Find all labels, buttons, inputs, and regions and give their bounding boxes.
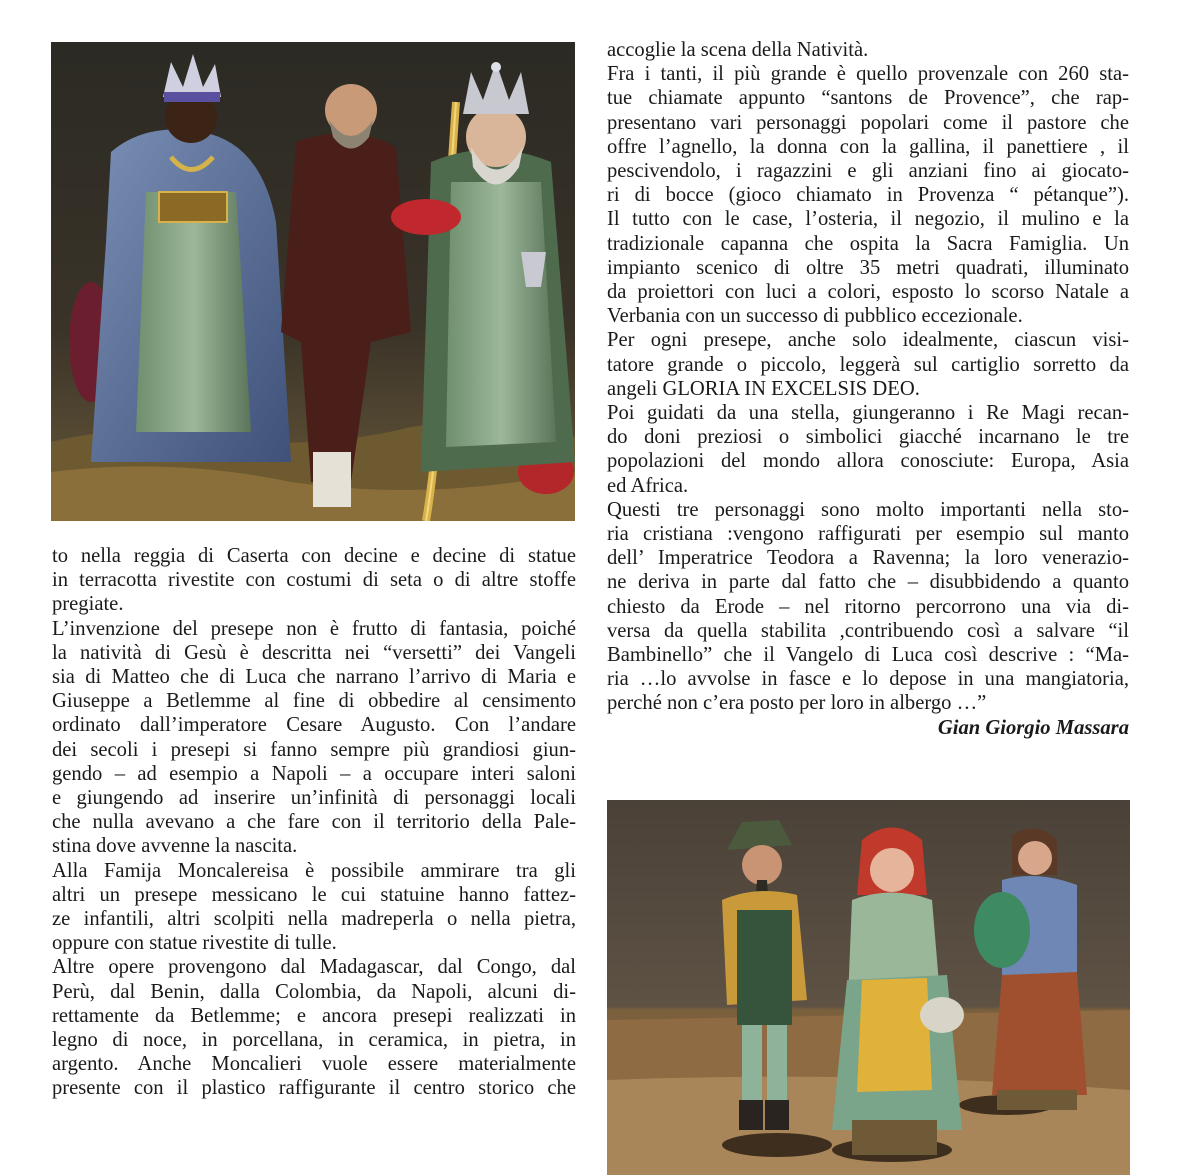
magi-nativity-photo — [51, 42, 575, 521]
text-line: impianto scenico di oltre 35 metri quadrati, illuminato — [607, 256, 1129, 279]
paragraph — [607, 498, 1129, 716]
text-line: rettamente da Betlemme; e ancora presepi realizzati in — [52, 1004, 576, 1027]
text-line: chiesto da Erode – nel ritorno percorrono una via di- — [607, 595, 1129, 618]
text-line: tue chiamate appunto “santons de Provence”, che rap- — [607, 87, 1129, 110]
text-line: sia di Matteo che di Luca che narrano l’arrivo di Maria e — [52, 666, 576, 689]
text-line: argento. Anche Moncalieri vuole essere materialmente — [52, 1053, 576, 1076]
text-line: legno di noce, in porcellana, in ceramica, in pietra, in — [52, 1029, 576, 1052]
text-line: tradizionale capanna che ospita la Sacra Famiglia. Un — [607, 232, 1129, 255]
text-line: presente con il plastico raffigurante il centro storico che — [52, 1077, 576, 1100]
paragraph — [607, 38, 1129, 62]
text-line: gendo – ad esempio a Napoli – a occupare interi saloni — [52, 762, 576, 785]
text-line: to nella reggia di Caserta con decine e decine di statue — [52, 545, 576, 567]
paragraph — [607, 401, 1129, 498]
text-line: Altre opere provengono dal Madagascar, dal Congo, dal — [52, 956, 576, 979]
article-column-left — [52, 544, 576, 1101]
paragraph — [52, 955, 576, 1100]
text-line: angeli GLORIA IN EXCELSIS DEO. — [607, 377, 920, 400]
text-line: dei secoli i presepi si fanno sempre più grandiosi giun- — [52, 738, 576, 761]
text-line: Fra i tanti, il più grande è quello provenzale con 260 sta- — [607, 63, 1129, 86]
text-line: Verbania con un successo di pubblico eccezionale. — [607, 305, 1023, 328]
text-line: pregiate. — [52, 593, 124, 616]
text-line: ri di bocce (gioco chiamato in Provenza “ pétanque”). — [607, 184, 1129, 207]
text-line: Il tutto con le case, l’osteria, il negozio, il mulino e la — [607, 208, 1129, 231]
text-line: do doni preziosi o simbolici giacché incarnano le tre — [607, 426, 1129, 449]
text-line: versa da quella stabilita ,contribuendo così a salvare “il — [607, 619, 1129, 642]
text-line: Questi tre personaggi sono molto importanti nella sto- — [607, 498, 1129, 521]
paragraph — [607, 328, 1129, 401]
text-line: altri un presepe messicano le cui statuine hanno fattez- — [52, 883, 576, 906]
text-line: la natività di Gesù è descritta nei “versetti” dei Vangeli — [52, 641, 576, 664]
text-line: oppure con statue rivestite di tulle. — [52, 932, 337, 955]
text-line: ze infantili, altri scolpiti nella madreperla o nella pietra, — [52, 908, 576, 931]
text-line: Per ogni presepe, anche solo idealmente, ciascun visi- — [607, 329, 1129, 352]
text-line: ordinato dall’imperatore Cesare Augusto. Con l’andare — [52, 714, 576, 737]
paragraph — [52, 617, 576, 859]
text-line: Poi guidati da una stella, giungeranno i Re Magi recan- — [607, 402, 1129, 425]
paragraph — [52, 859, 576, 956]
text-line: ria …lo avvolse in fasce e lo depose in una mangiatoria, — [607, 668, 1129, 691]
text-line: stina dove avvenne la nascita. — [52, 835, 298, 858]
text-line: L’invenzione del presepe non è frutto di fantasia, poiché — [52, 617, 576, 640]
text-line: offre l’agnello, la donna con la gallina, il panettiere , il — [607, 135, 1129, 158]
text-line: pescivendolo, i ragazzini e gli anziani fino ai giocato- — [607, 160, 1129, 183]
santons-photo — [607, 800, 1130, 1175]
text-line: Giuseppe a Betlemme al fine di obbedire al censimento — [52, 690, 576, 713]
text-line: e giungendo ad inserire un’infinità di personaggi locali — [52, 787, 576, 810]
text-line: ed Africa. — [607, 474, 689, 497]
text-line: in terracotta rivestite con costumi di seta o di altre stoffe — [52, 569, 576, 592]
article-column-right — [607, 38, 1129, 740]
text-line: dell’ Imperatrice Teodora a Ravenna; la loro venerazio- — [607, 547, 1129, 570]
text-line: Alla Famija Moncalereisa è possibile ammirare tra gli — [52, 859, 576, 882]
paragraph — [607, 62, 1129, 328]
text-line: Perù, dal Benin, dalla Colombia, da Napoli, alcuni di- — [52, 980, 576, 1003]
text-line: ria cristiana :vengono raffigurati per esempio sul manto — [607, 523, 1129, 546]
text-line: da proiettori con luci a colori, esposto lo scorso Natale a — [607, 281, 1129, 304]
author-signature: Gian Giorgio Massara — [937, 716, 1129, 739]
text-line: tatore grande o piccolo, leggerà sul cartiglio sorretto da — [607, 353, 1129, 376]
paragraph — [52, 544, 576, 617]
text-line: accoglie la scena della Natività. — [607, 39, 869, 61]
text-line: popolazioni del mondo allora conosciute: Europa, Asia — [607, 450, 1129, 473]
text-line: che nulla avevano a che fare con il territorio della Pale- — [52, 811, 576, 834]
text-line: perché non c’era posto per loro in albergo …” — [607, 692, 987, 715]
text-line: ne deriva in parte dal fatto che – disubbidendo a quanto — [607, 571, 1129, 594]
text-line: Bambinello” che il Vangelo di Luca così descrive : “Ma- — [607, 644, 1129, 667]
text-line: presentano vari personaggi popolari come il pastore che — [607, 111, 1129, 134]
